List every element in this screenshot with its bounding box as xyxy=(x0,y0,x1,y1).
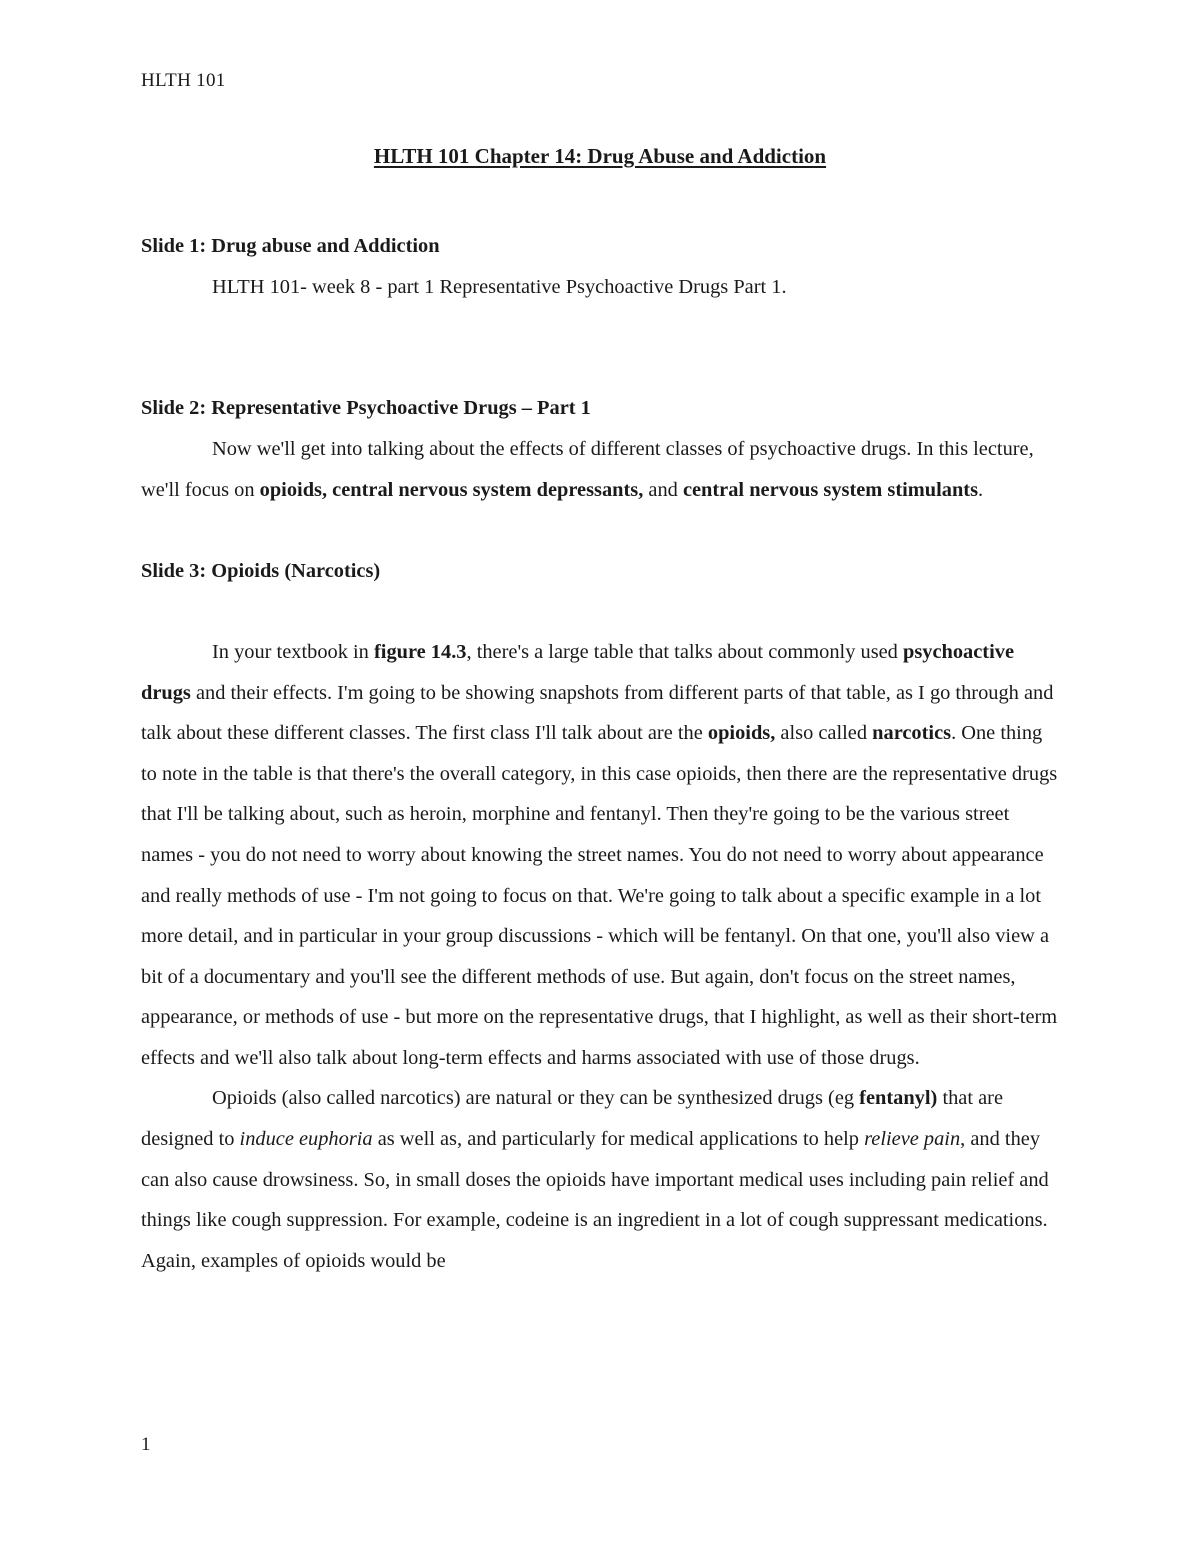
spacer xyxy=(141,510,1061,551)
slide-1-text: HLTH 101- week 8 - part 1 Representative Psychoactive Drugs Part 1. xyxy=(212,275,787,298)
slide-1-heading: Slide 1: Drug abuse and Addiction xyxy=(141,235,440,257)
text-run: , there's a large table that talks about commonly used xyxy=(466,640,903,663)
text-run: that are designed to xyxy=(141,1087,1004,1151)
bold-run: central nervous system stimulants xyxy=(682,478,979,501)
bold-run: figure 14.3 xyxy=(373,640,467,663)
bold-run: narcotics xyxy=(872,722,952,745)
bold-run: psychoactive drugs xyxy=(141,640,1014,704)
text-run: as well as, and particularly for medical applications to help xyxy=(372,1128,865,1151)
text-run: and xyxy=(643,478,683,501)
text-run: , and they can also cause drowsiness. So, in small doses the opioids have important medical uses including pain relief and things like cough suppression. For example, codeine is an ingredient in a lot of cough suppressant medications. Again, examples of opioids would be xyxy=(141,1128,1049,1272)
italic-run: relieve pain xyxy=(864,1128,961,1151)
document-title: HLTH 101 Chapter 14: Drug Abuse and Addiction xyxy=(373,144,827,168)
page-number: 1 xyxy=(141,1434,151,1455)
document-body xyxy=(141,226,1061,1281)
text-run: In your textbook in xyxy=(212,640,374,663)
italic-run: induce euphoria xyxy=(239,1128,373,1151)
text-run: also called xyxy=(775,722,873,745)
text-run: Now we'll get into talking about the effects of different classes of psychoactive drugs. In this lecture, we'll focus on xyxy=(141,437,1034,501)
slide-3-paragraph-2 xyxy=(141,1078,1061,1281)
slide-2-heading: Slide 2: Representative Psychoactive Drugs – Part 1 xyxy=(141,397,591,420)
running-header: HLTH 101 xyxy=(141,70,226,91)
bold-run: fentanyl) xyxy=(859,1087,938,1110)
bold-run: opioids, central nervous system depressants, xyxy=(259,478,644,501)
slide-2-paragraph xyxy=(141,429,1061,510)
text-run: and their effects. I'm going to be showing snapshots from different parts of that table, as I go through and talk about these different classes. The first class I'll talk about are the xyxy=(141,681,1054,745)
slide-3-paragraph-1 xyxy=(141,632,1061,1079)
spacer xyxy=(141,591,1061,632)
slide-3-heading: Slide 3: Opioids (Narcotics) xyxy=(141,559,381,582)
text-run: Opioids (also called narcotics) are natural or they can be synthesized drugs (eg xyxy=(212,1087,860,1110)
spacer xyxy=(141,307,1061,388)
text-run: . xyxy=(978,478,984,501)
text-run: . One thing to note in the table is that there's the overall category, in this case opioids, then there are the representative drugs that I'll be talking about, such as heroin, morphine and fentanyl. Then they're going to be the various street names - you do not need to worry about knowing the street names. You do not need to worry about appearance and really methods of use - I'm not going to focus on that. We're going to talk about a specific example in a lot more detail, and in particular in your group discussions - which will be fentanyl. On that one, you'll also view a bit of a documentary and you'll see the different methods of use. But again, don't focus on the street names, appearance, or methods of use - but more on the representative drugs, that I highlight, as well as their short-term effects and we'll also talk about long-term effects and harms associated with use of those drugs. xyxy=(141,722,1058,1069)
bold-run: opioids, xyxy=(707,722,776,745)
